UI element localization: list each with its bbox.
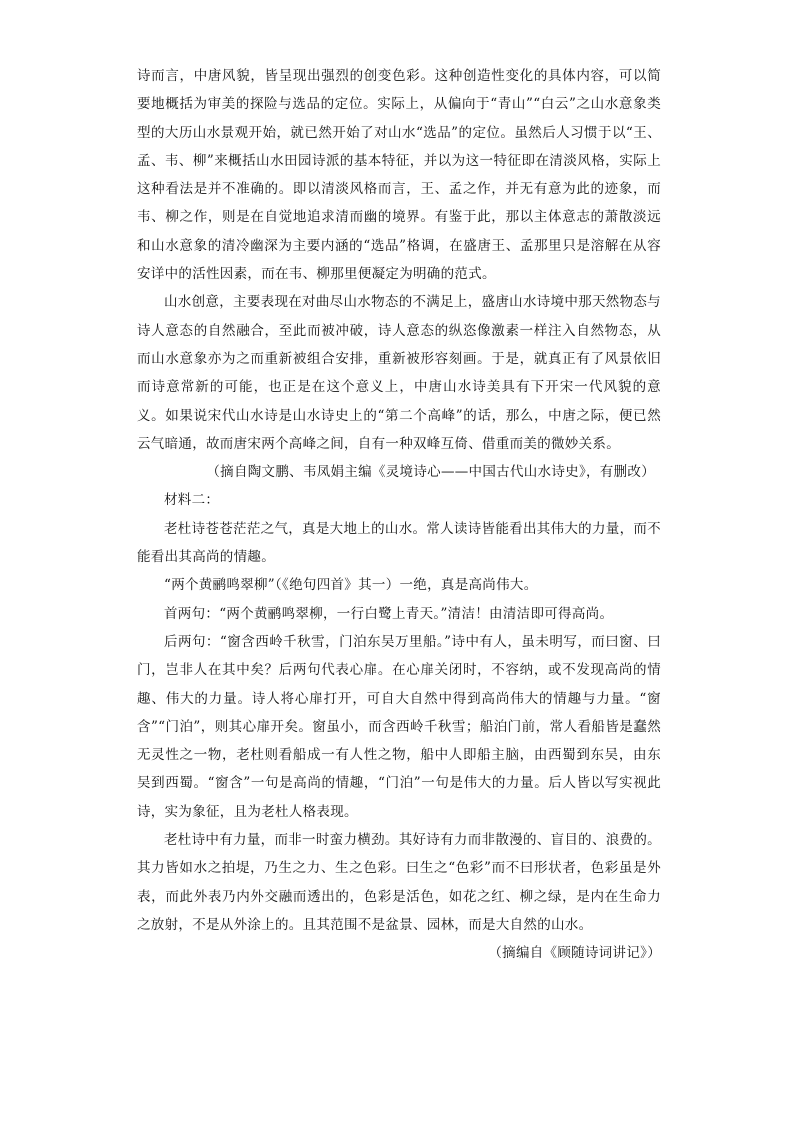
material2-paragraph-4: 后两句：“窗含西岭千秋雪，门泊东吴万里船。”诗中有人，虽未明写，而曰窗、曰门，岂非人在其中矣？后两句代表心扉。在心扉关闭时，不容纳，或不发现高尚的情趣、伟大的力量。诗人将心扉打开，可自大自然中得到高尚伟大的情趣与力量。“窗含”“门泊”，则其心扉开矣。窗虽小，而含西岭千秋雪；船泊门前，常人看船皆是蠢然无灵性之一物，老杜则看船成一有人性之物，船中人即船主脑，由西蜀到东吴，由东吴到西蜀。“窗含”一句是高尚的情趣，“门泊”一句是伟大的力量。后人皆以写实视此诗，实为象征，且为老杜人格表现。 [137, 633, 661, 820]
material2-paragraph-3: 首两句：“两个黄鹂鸣翠柳，一行白鹭上青天。”清洁！由清洁即可得高尚。 [164, 605, 614, 622]
material2-source: （摘编自《顾随诗词讲记》） [488, 945, 661, 962]
material2-heading: 材料二： [164, 492, 220, 509]
document-body [137, 62, 661, 968]
material1-paragraph-1: 诗而言，中唐风貌，皆呈现出强烈的创变色彩。这种创造性变化的具体内容，可以简要地概括为审美的探险与选品的定位。实际上，从偏向于“青山”“白云”之山水意象类型的大历山水景观开始，就已然开始了对山水“选品”的定位。虽然后人习惯于以“王、孟、韦、柳”来概括山水田园诗派的基本特征，并以为这一特征即在清淡风格，实际上这种看法是并不准确的。即以清淡风格而言，王、孟之作，并无有意为此的迹象，而韦、柳之作，则是在自觉地追求清而幽的境界。有鉴于此，那以主体意志的萧散淡远和山水意象的清冷幽深为主要内涵的“选品”格调，在盛唐王、孟那里只是溶解在从容安详中的活性因素，而在韦、柳那里便凝定为明确的范式。 [137, 68, 661, 283]
material2-paragraph-1: 老杜诗苍苍茫茫之气，真是大地上的山水。常人读诗皆能看出其伟大的力量，而不能看出其高尚的情趣。 [137, 520, 661, 566]
material2-paragraph-2: “两个黄鹂鸣翠柳”（《绝句四首》其一）一绝，真是高尚伟大。 [164, 577, 538, 594]
material2-paragraph-5: 老杜诗中有力量，而非一时蛮力横劲。其好诗有力而非散漫的、盲目的、浪费的。其力皆如水之拍堤，乃生之力、生之色彩。曰生之“色彩”而不曰形状者，色彩虽是外表，而此外表乃内外交融而透出的，色彩是活色，如花之红、柳之绿，是内在生命力之放射，不是从外涂上的。且其范围不是盆景、园林，而是大自然的山水。 [137, 832, 661, 933]
material1-source: （摘自陶文鹏、韦凤娟主编《灵境诗心——中国古代山水诗史》，有删改） [206, 464, 655, 481]
material1-paragraph-2: 山水创意，主要表现在对曲尽山水物态的不满足上，盛唐山水诗境中那天然物态与诗人意态的自然融合，至此而被冲破，诗人意态的纵恣像激素一样注入自然物态，从而山水意象亦为之而重新被组合安排，重新被形容刻画。于是，就真正有了风景依旧而诗意常新的可能，也正是在这个意义上，中唐山水诗美具有下开宋一代风貌的意义。如果说宋代山水诗是山水诗史上的“第二个高峰”的话，那么，中唐之际，便已然云气暗通，故而唐宋两个高峰之间，自有一种双峰互倚、借重而美的微妙关系。 [137, 294, 661, 452]
